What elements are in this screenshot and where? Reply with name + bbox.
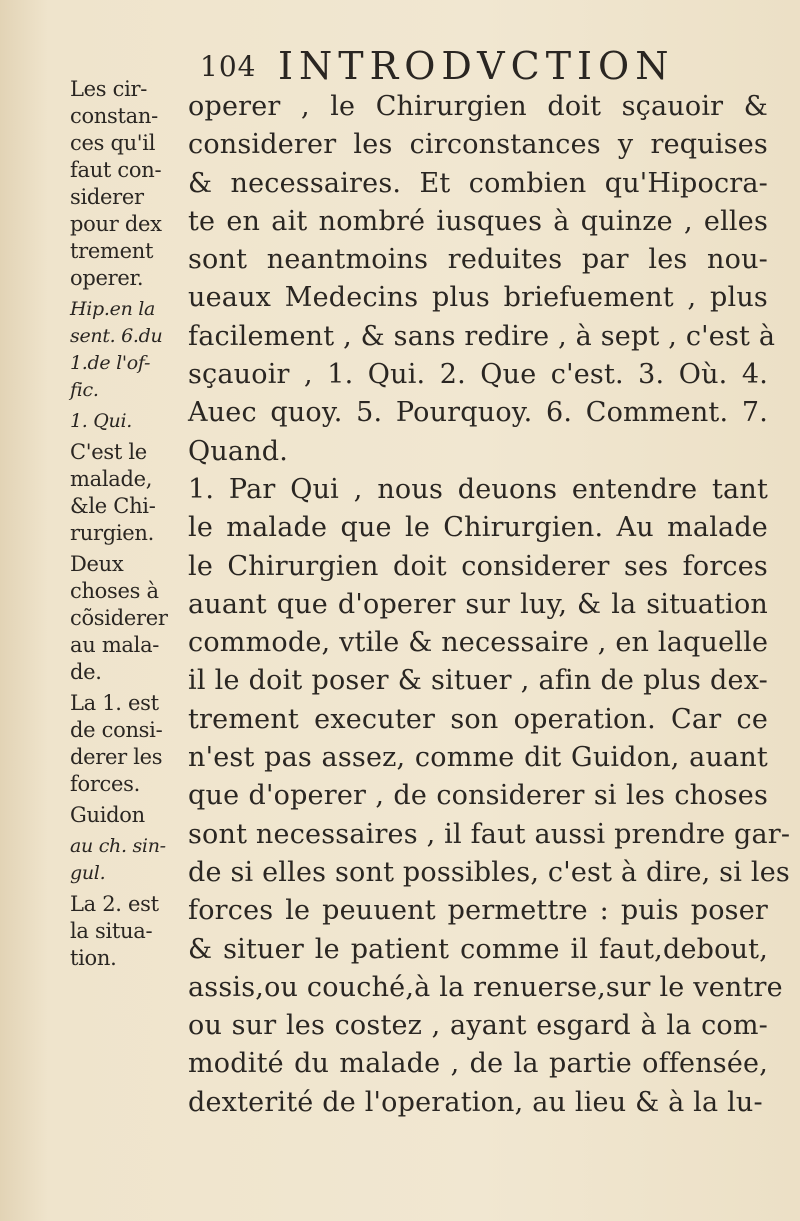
body-line: te en ait nombré iusques à quinze , elles: [188, 205, 768, 237]
body-line: commode, vtile & necessaire , en laquelle: [188, 627, 769, 659]
body-line: n'est pas assez, comme dit Guidon, auant: [188, 742, 768, 774]
margin-note: 1. Qui.: [70, 410, 132, 432]
body-line: & situer le patient comme il faut,debout,: [188, 933, 768, 965]
body-line: forces le peuuent permettre : puis poser: [188, 895, 768, 927]
body-line: le malade que le Chirurgien. Au malade: [188, 512, 768, 544]
margin-note: Guidon: [70, 803, 145, 827]
body-line: Quand.: [188, 435, 289, 467]
margin-note: au ch. sin- gul.: [70, 835, 166, 884]
body-line: sont neantmoins reduites par les nou-: [188, 244, 768, 276]
body-line: que d'operer , de considerer si les choses: [188, 780, 768, 812]
running-title: INTRODVCTION: [278, 44, 675, 88]
body-line: ueaux Medecins plus briefuement , plus: [188, 282, 768, 314]
body-line: Auec quoy. 5. Pourquoy. 6. Comment. 7.: [188, 397, 768, 429]
margin-notes: [70, 76, 188, 976]
body-line: le Chirurgien doit considerer ses forces: [188, 550, 768, 582]
margin-note: La 2. est la situa- tion.: [70, 892, 159, 970]
margin-note: La 1. est de consi- derer les forces.: [70, 691, 163, 796]
body-line: ou sur les costez , ayant esgard à la com-: [188, 1010, 768, 1042]
body-line: il le doit poser & situer , afin de plus dex-: [188, 665, 768, 697]
body-line: operer , le Chirurgien doit sçauoir &: [188, 91, 768, 122]
body-line: dexterité de l'operation, au lieu & à la lu-: [188, 1086, 763, 1118]
body-line: considerer les circonstances y requises: [188, 129, 768, 161]
margin-note: C'est le malade, &le Chi- rurgien.: [70, 440, 156, 545]
margin-note: Hip.en la sent. 6.du 1.de l'of- fic.: [70, 298, 163, 401]
body-line: sont necessaires , il faut aussi prendre gar-: [188, 818, 791, 850]
body-line: assis,ou couché,à la renuerse,sur le ventre: [188, 971, 783, 1003]
body-line: & necessaires. Et combien qu'Hipocra-: [188, 167, 768, 199]
margin-note: Les cir- constan- ces qu'il faut con- siderer pour dex trement operer.: [70, 77, 162, 290]
body-line: auant que d'operer sur luy, & la situation: [188, 588, 768, 620]
body-line: facilement , & sans redire , à sept , c'est à: [188, 320, 776, 352]
body-text: [188, 88, 791, 1122]
body-line: 1. Par Qui , nous deuons entendre tant: [188, 473, 768, 505]
body-line: de si elles sont possibles, c'est à dire, si les: [188, 856, 790, 888]
body-line: modité du malade , de la partie offensée,: [188, 1048, 768, 1080]
page-header: [190, 44, 770, 94]
page-number: 104: [200, 50, 257, 83]
body-line: trement executer son operation. Car ce: [188, 703, 768, 735]
body-line: sçauoir , 1. Qui. 2. Que c'est. 3. Où. 4.: [188, 359, 768, 391]
margin-note: Deux choses à cõsiderer au mala- de.: [70, 552, 168, 684]
